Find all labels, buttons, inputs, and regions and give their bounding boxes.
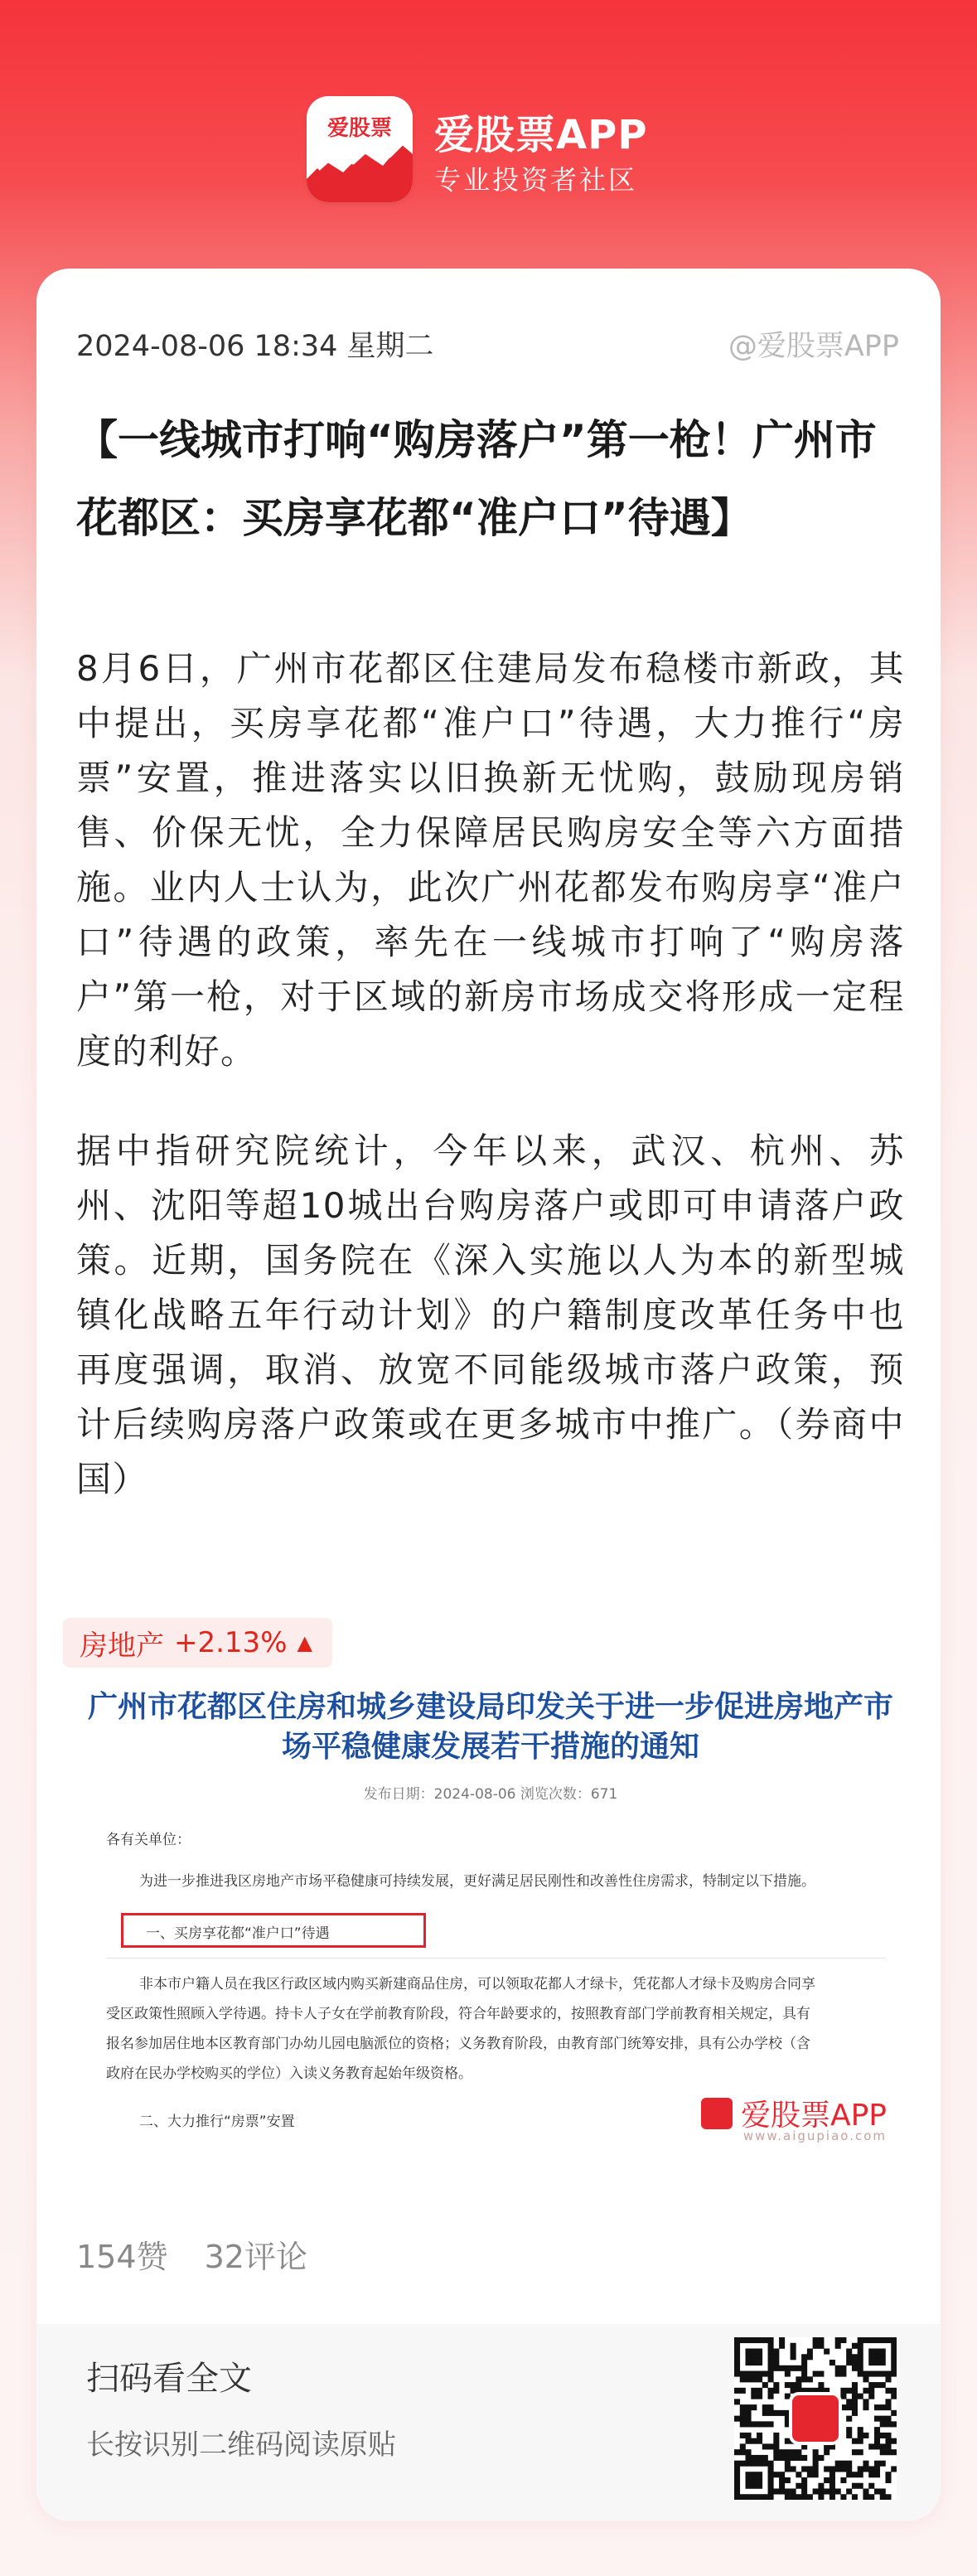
- chart-line-icon: [307, 138, 413, 202]
- post-title: 【一线城市打响“购房落户”第一枪！广州市花都区：买房享花都“准户口”待遇】: [76, 416, 877, 542]
- qr-center-logo-icon: [789, 2392, 842, 2445]
- document-body-line: 报名参加居住地本区教育部门办幼儿园电脑派位的资格；义务教育阶段，由教育部门统筹安排，具有公办学校（含: [106, 2036, 810, 2052]
- logo-text: 爱股票: [326, 116, 392, 141]
- post-card: [36, 269, 941, 2521]
- qr-code-icon[interactable]: [734, 2337, 897, 2500]
- scan-subtitle: 长按识别二维码阅读原贴: [86, 2428, 396, 2462]
- comments-count[interactable]: 32评论: [204, 2239, 307, 2275]
- scan-title: 扫码看全文: [86, 2360, 252, 2398]
- document-body-line: 政府在民办学校购买的学位）入读义务教育起始年级资格。: [106, 2065, 472, 2082]
- likes-count[interactable]: 154赞: [76, 2239, 168, 2275]
- document-body-line: 非本市户籍人员在我区行政区域内购买新建商品住房，可以领取花都人才绿卡，凭花都人才绿卡及购房合同享: [139, 1976, 815, 1993]
- document-section-2: 二、大力推行“房票”安置: [139, 2114, 295, 2130]
- document-meta: 发布日期：2024-08-06 浏览次数：671: [363, 1786, 618, 1803]
- sector-tag-change: +2.13%: [174, 1626, 288, 1659]
- document-section-1: 一、买房享花都“准户口”待遇: [146, 1925, 330, 1942]
- divider: [106, 1958, 885, 1959]
- brand-header: [307, 96, 671, 204]
- document-body-line: 受区政策性照顾入学待遇。持卡人子女在学前教育阶段，符合年龄要求的，按照教育部门学前教育相关规定，具有: [106, 2006, 810, 2022]
- document-salutation: 各有关单位：: [106, 1832, 191, 1848]
- watermark-text: 爱股票APP: [740, 2099, 887, 2133]
- document-title: 广州市花都区住房和城乡建设局印发关于进一步促进房地产市场平稳健康发展若干措施的通知: [87, 1690, 893, 1764]
- post-stats: [76, 2231, 334, 2277]
- up-arrow-icon: ▲: [297, 1631, 312, 1654]
- watermark-url: www.aigupiao.com: [742, 2128, 887, 2143]
- post-paragraph-1: 8月6日，广州市花都区住建局发布稳楼市新政，其中提出，买房享花都“准户口”待遇，大力推行“房票”安置，推进落实以旧换新无忧购，鼓励现房销售、价保无忧，全力保障居民购房安全等六方面措施。业内人士认为，此次广州花都发布购房享“准户口”待遇的政策，率先在一线城市打响了“购房落户”第一枪，对于区域的新房市场成交将形成一定程度的利好。: [76, 648, 905, 1072]
- post-source[interactable]: @爱股票APP: [728, 330, 899, 363]
- app-name: 爱股票APP: [434, 112, 648, 158]
- document-image[interactable]: [76, 1687, 905, 2150]
- document-intro: 为进一步推进我区房地产市场平稳健康可持续发展，更好满足居民刚性和改善性住房需求，特制定以下措施。: [139, 1873, 815, 1890]
- watermark-logo-icon: [701, 2098, 733, 2129]
- post-paragraph-2: 据中指研究院统计，今年以来，武汉、杭州、苏州、沈阳等超10城出台购房落户或即可申请落户政策。近期，国务院在《深入实施以人为本的新型城镇化战略五年行动计划》的户籍制度改革任务中也再度强调，取消、放宽不同能级城市落户政策，预计后续购房落户政策或在更多城市中推广。（券商中国）: [76, 1131, 905, 1499]
- share-footer: [36, 2324, 941, 2521]
- app-logo: [307, 96, 413, 202]
- sector-tag[interactable]: [63, 1618, 332, 1668]
- post-datetime: 2024-08-06 18:34 星期二: [76, 330, 434, 363]
- sector-tag-name: 房地产: [80, 1629, 164, 1663]
- app-tagline: 专业投资者社区: [434, 164, 638, 196]
